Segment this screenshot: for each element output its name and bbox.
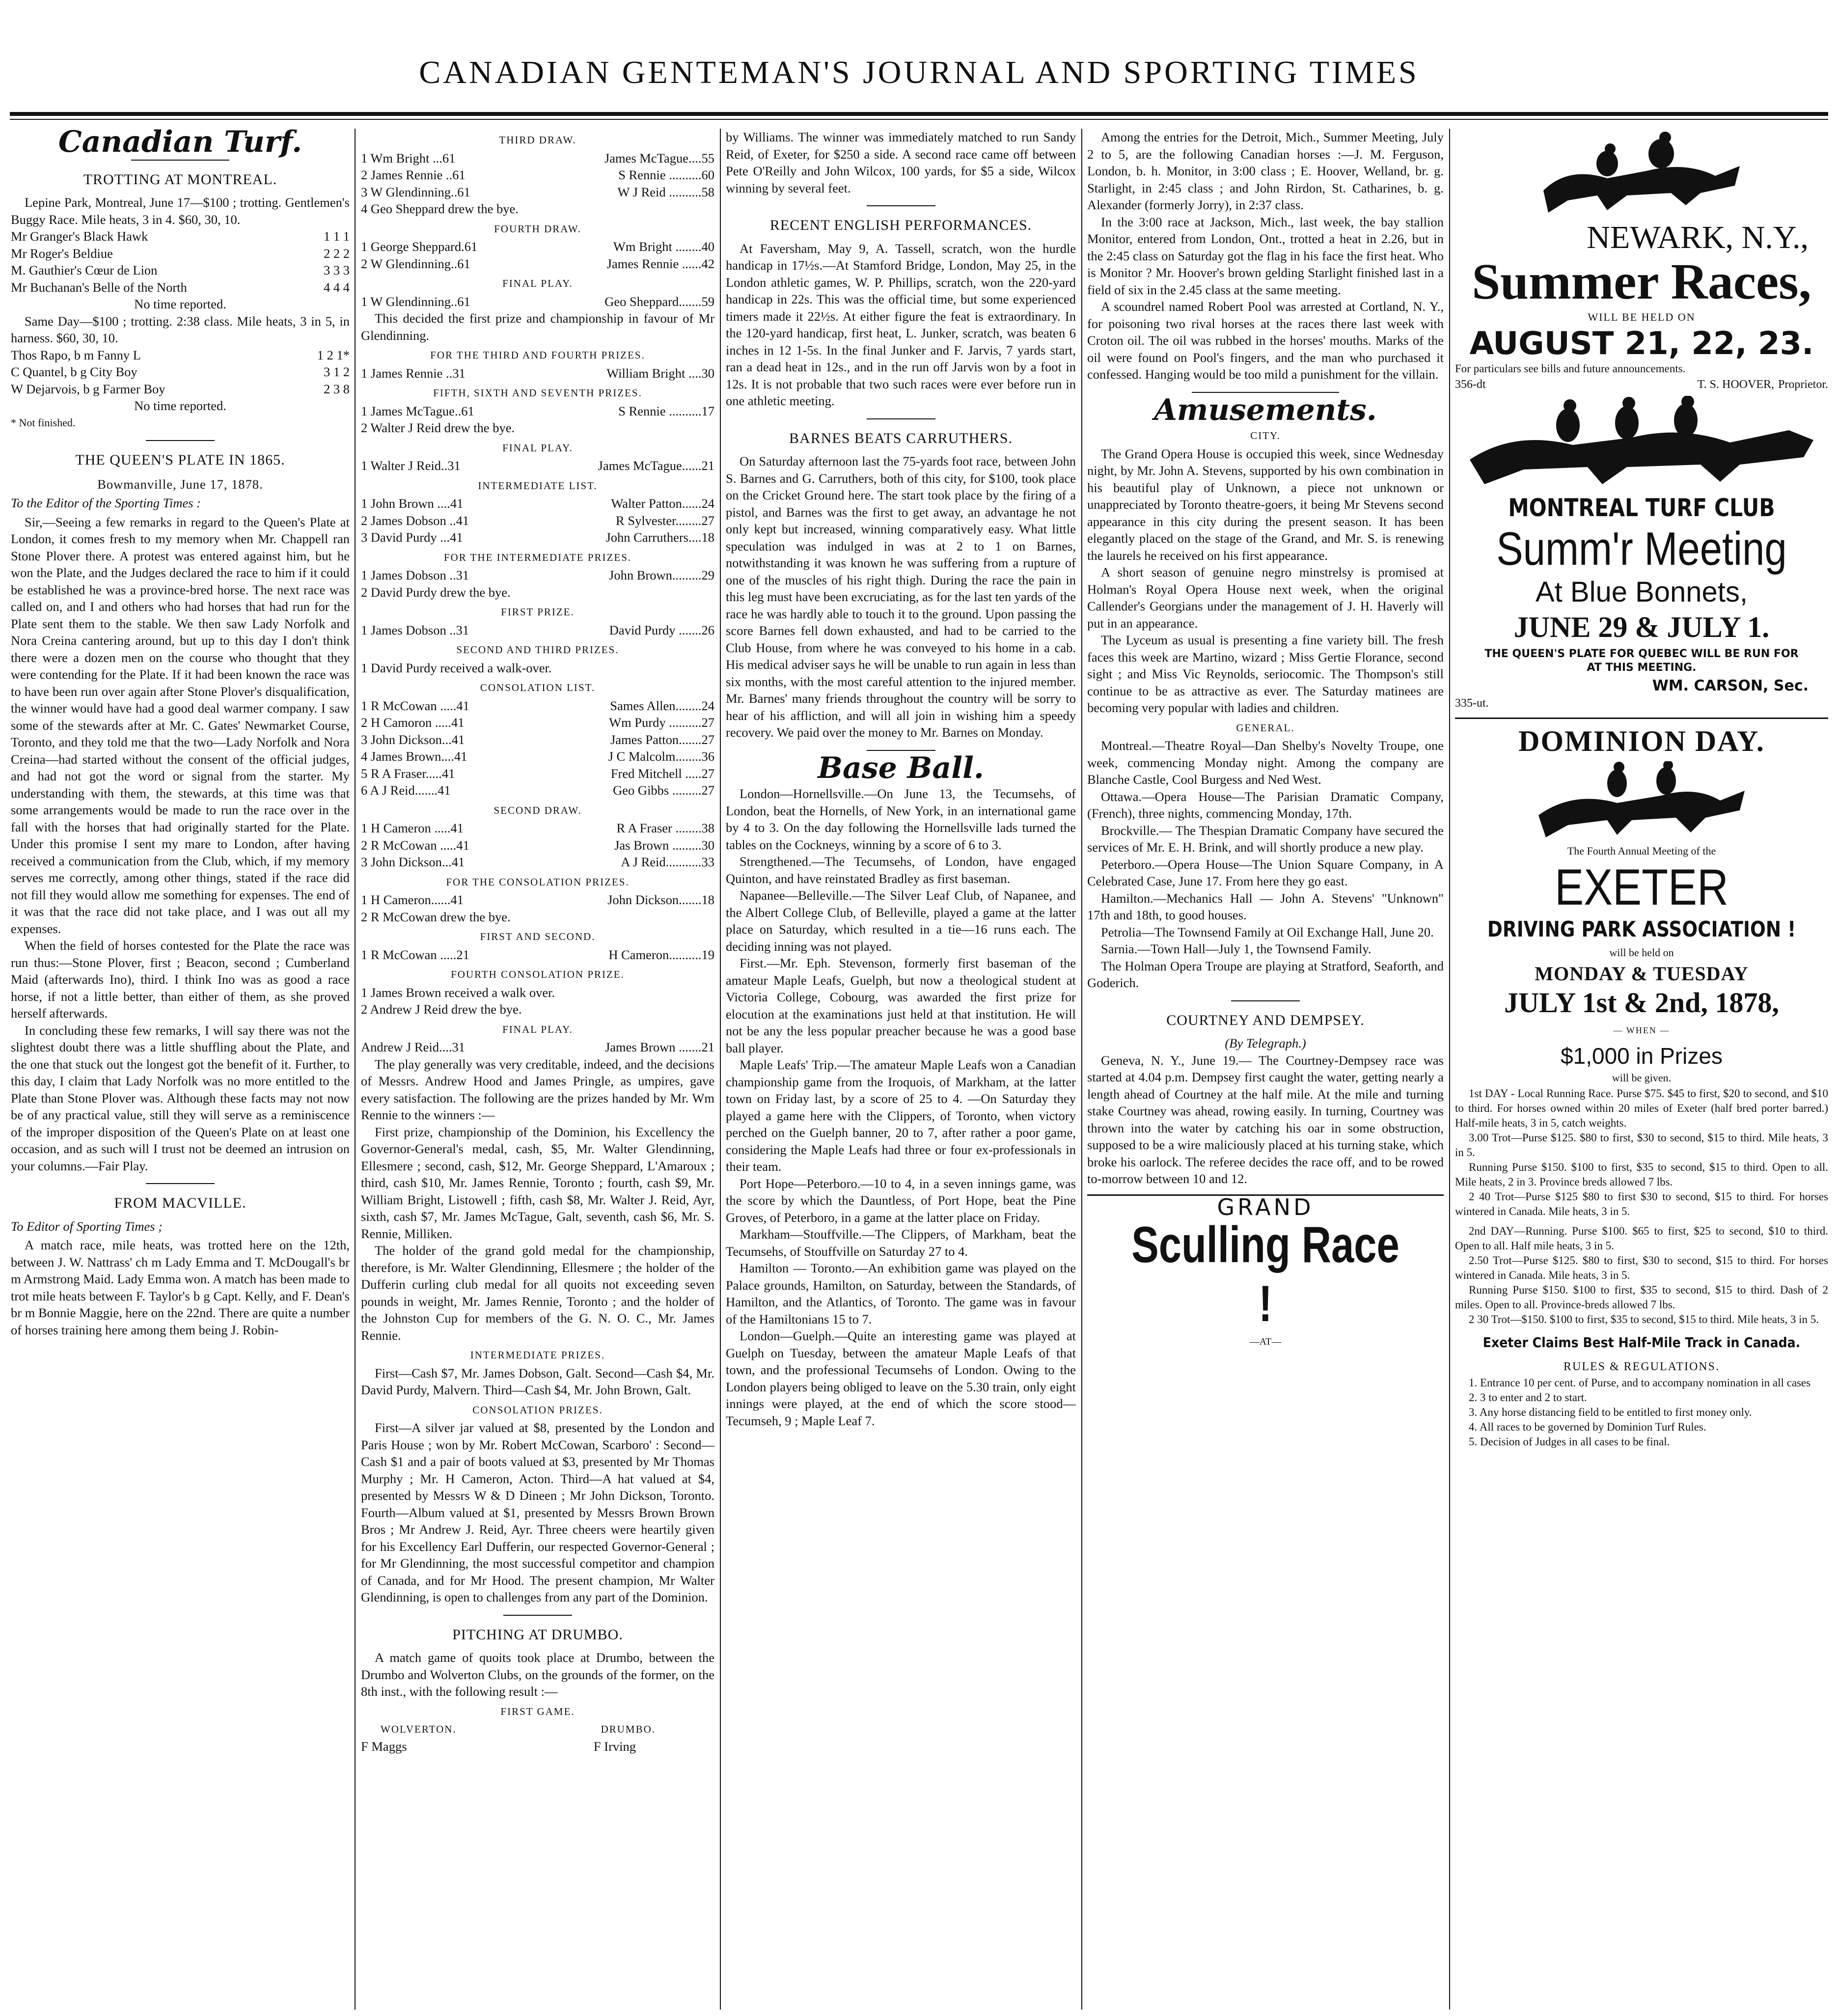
player-b: William Bright ....30 — [606, 365, 714, 381]
draw-note: 2 R McCowan drew the bye. — [361, 909, 511, 924]
horse-name: Mr Roger's Beldiue — [11, 246, 113, 261]
quoits-draws-2 — [361, 347, 714, 1056]
ad-dominion-day: DOMINION DAY. — [1518, 725, 1765, 757]
player-a: 1 John Brown ....41 — [361, 496, 464, 511]
column-4 — [1087, 129, 1444, 2010]
draw-row — [361, 512, 714, 529]
horses-racing-illustration — [1465, 396, 1818, 489]
draw-row — [361, 820, 714, 837]
player-a: 2 H Camoron .....41 — [361, 715, 465, 730]
horse-name: C Quantel, b g City Boy — [11, 364, 137, 379]
ad-exeter-day2-run: Running Purse $150. $100 to first, $35 to second, $15 to third. Dash of 2 miles. Open to all. Province-breds allowed 7 lbs. — [1455, 1284, 1828, 1311]
paragraph: Montreal.—Theatre Royal—Dan Shelby's Novelty Troupe, one week, commencing Monday night. Among the company are Blanche Castle, Cool Burgess and Ned West. — [1087, 738, 1444, 787]
paragraph: London—Hornellsville.—On June 13, the Tecumsehs, of London, beat the Hornells, of New York, in an international game by 4 to 3. On the day following the Hornellsville lads turned the tables on the Cockneys, winning by a score of 6 to 3. — [726, 786, 1076, 852]
paragraph: The holder of the grand gold medal for the championship, therefore, is Mr. Walter Glendinning, Ellesmere ; the holder of the Dufferin curling club medal for all quoits not exceeding seven pounds in weight, Mr. James Rennie, Toronto ; and the holder of the Johnston Cup for members of the G. N. O. C., Mr. James Rennie. — [361, 1243, 714, 1343]
player-b: W J Reid ..........58 — [617, 184, 714, 199]
player-a: 1 W Glendinning..61 — [361, 294, 470, 309]
player-a: 3 John Dickson...41 — [361, 732, 465, 747]
player-a: 1 James Dobson ..31 — [361, 568, 469, 582]
paragraph: Maple Leafs' Trip.—The amateur Maple Leafs won a Canadian championship game from the Iroquois, of Markham, at the latter town on Friday last, by a score of 25 to 4. —On Saturday they played a game here with the Clippers, of Toronto, when victory perched on the Guelph banner, 20 to 7, after rather a poor game, considering the Maple Leafs had three or four ex-professionals in their team. — [726, 1057, 1076, 1174]
paragraph: First—Cash $7, Mr. James Dobson, Galt. Second—Cash $4, Mr. David Purdy, Malvern. Third—Cash $4, Mr. John Brown, Galt. — [361, 1365, 714, 1397]
player-b: John Brown.........29 — [609, 568, 714, 582]
column-3 — [726, 129, 1076, 2010]
draw-row — [361, 293, 714, 310]
draw-heading: CONSOLATION LIST. — [480, 682, 596, 693]
paragraph: Ottawa.—Opera House—The Parisian Dramatic Company, (French), three nights, commencing Monday, 17th. — [1087, 789, 1444, 821]
ad-exeter-held: will be held on — [1609, 946, 1674, 959]
player-b: James McTague....55 — [604, 150, 714, 166]
draw-row — [361, 150, 714, 167]
player-b: H Cameron..........19 — [608, 947, 714, 962]
ad-exeter-given: will be given. — [1612, 1071, 1672, 1084]
column-rule — [1081, 129, 1082, 2010]
paragraph: Geneva, N. Y., June 19.— The Courtney-Dempsey race was started at 4.04 p.m. Dempsey first caught the water, getting nearly a length ahead of Courtney at the half mile. At the mile and turning stake Courtney was ahead, rowing easily. In turning, Courtney was thrown into the water by catching his oar in some obstruction, supposed to be a wire maliciously placed at his turning stake, which broke his oarlock. The referee decides the race off, and to be rowed to-morrow between 10 and 12. — [1087, 1052, 1444, 1186]
draw-row — [361, 1039, 714, 1056]
draw-heading: FIFTH, SIXTH AND SEVENTH PRIZES. — [433, 387, 642, 399]
player-a: 1 H Cameron .....41 — [361, 821, 464, 835]
column-1 — [11, 129, 350, 2010]
ad-exeter-day2-trot2: 2 30 Trot—$150. $100 to first, $35 to second, $15 to third. Mile heats, 3 in 5. — [1469, 1313, 1819, 1326]
subhead: FIRST GAME. — [500, 1705, 575, 1717]
paragraph: In concluding these few remarks, I will say there was not the slightest doubt there was a little shuffling about the Plate, and the one that stuck out the longest got the benefit of it. Further, to this day, I claim that Lady Norfolk was no more entitled to the Plate than Stone Plover was. Although these facts may not now be of any practical value, still they will serve as a reminiscence of the improper disposition of the Queen's Plate on at least one occasion, and as such will I trust not be deemed an intrusion on your columns.—Fair Play. — [11, 1022, 350, 1173]
column-2 — [361, 129, 714, 2010]
paragraph: Peterboro.—Opera House—The Union Square Company, in A Celebrated Case, June 17. From here they go east. — [1087, 856, 1444, 888]
ad-mtc-code: 335-ut. — [1455, 696, 1489, 710]
draw-note: 1 David Purdy received a walk-over. — [361, 660, 552, 675]
player-b: R A Fraser ........38 — [616, 821, 714, 835]
heat-places: 1 1 1 — [324, 229, 350, 244]
paragraph: Lepine Park, Montreal, June 17—$100 ; trotting. Gentlemen's Buggy Race. Mile heats, 3 in 4. $60, 30, 10. — [11, 195, 350, 227]
draw-row — [361, 854, 714, 871]
horse-name: Mr Granger's Black Hawk — [11, 229, 148, 244]
result-row — [11, 245, 350, 262]
divider — [867, 205, 935, 206]
draw-heading: INTERMEDIATE LIST. — [478, 479, 598, 492]
player-b: John Carruthers....18 — [605, 530, 714, 545]
paragraph: The Grand Opera House is occupied this week, since Wednesday night, by Mr. John A. Stevens, supported by his own combination in his beautiful play of Unknown, a piece not unknown or unappreciated by Toronto theatre-goers, it being Mr Stevens second appearance in this city during the present season. It has been elegantly placed on the stage of the Grand, and Mr. S. is renewing the laurels he received on his first appearance. — [1087, 446, 1444, 563]
draw-row — [361, 748, 714, 765]
player-b: James McTague......21 — [598, 458, 714, 473]
player-a: 1 Walter J Reid..31 — [361, 458, 461, 473]
ad-exeter-day2: 2nd DAY—Running. Purse $100. $65 to first, $25 to second, $10 to third. Open to all. Half mile heats, 3 in 5. — [1455, 1225, 1828, 1252]
draw-row — [361, 782, 714, 799]
subhead-general: GENERAL. — [1236, 721, 1295, 734]
draw-row — [361, 697, 714, 715]
ad-exeter-prizes: $1,000 in Prizes — [1561, 1043, 1723, 1069]
draw-heading: FOR THE CONSOLATION PRIZES. — [446, 876, 630, 888]
note: No time reported. — [134, 297, 226, 311]
ad-newark-signature: 356-dt T. S. HOOVER, Proprietor. — [1455, 378, 1828, 391]
draw-heading: FINAL PLAY. — [502, 1023, 573, 1035]
paragraph: Markham—Stouffville.—The Clippers, of Markham, beat the Tecumsehs, of Stouffville on Saturday 27 to 4. — [726, 1227, 1076, 1259]
draw-note: 4 Geo Sheppard drew the bye. — [361, 201, 519, 216]
rule-item: 5. Decision of Judges in all cases to be final. — [1469, 1435, 1670, 1448]
horse-name: M. Gauthier's Cœur de Lion — [11, 263, 158, 277]
draw-heading: FINAL PLAY. — [502, 442, 573, 454]
draw-heading: SECOND DRAW. — [494, 804, 582, 816]
draw-note: 2 David Purdy drew the bye. — [361, 584, 511, 600]
draw-heading: FOR THE THIRD AND FOURTH PRIZES. — [430, 349, 645, 361]
divider — [867, 418, 935, 419]
draw-row — [361, 166, 714, 184]
paragraph: A scoundrel named Robert Pool was arrested at Cortland, N. Y., for poisoning two rival horses at the races there last week with Croton oil. The oil was rubbed in the horses' mouths. Marks of the oil were found on Pool's fingers, and the man who purchased it confessed. Hanging would be too mild a punishment for the villain. — [1087, 299, 1444, 382]
paragraph: by Williams. The winner was immediately matched to run Sandy Reid, of Exeter, for $250 a side. A second race came off between Pete O'Reilly and John Wilcox, 100 yards, for $5 a side, Wilcox winning by several feet. — [726, 130, 1076, 195]
horse-name: Thos Rapo, b m Fanny L — [11, 347, 141, 362]
player-a: 5 R A Fraser.....41 — [361, 766, 455, 781]
draw-row — [361, 238, 714, 255]
column-rule — [1449, 129, 1450, 2010]
note: No time reported. — [134, 398, 226, 413]
player-b: Wm Bright ........40 — [613, 239, 714, 254]
result-row — [11, 262, 350, 279]
rule-item: 2. 3 to enter and 2 to start. — [1469, 1391, 1587, 1404]
divider — [131, 160, 229, 161]
byline: (By Telegraph.) — [1225, 1036, 1306, 1050]
result-row — [11, 363, 350, 381]
ad-exeter-day1: 1st DAY - Local Running Race. Purse $75. $45 to first, $20 to second, and $10 to third. For horses owned within 20 miles of Exeter (half bred porter barred.) Half-mile heats, 3 in 5, catch weights. — [1455, 1087, 1828, 1129]
paragraph: Sarnia.—Town Hall—July 1, the Townsend Family. — [1101, 941, 1372, 956]
player-b: John Dickson.......18 — [607, 892, 714, 907]
paragraph: First prize, championship of the Dominion, his Excellency the Governor-General's medal, cash, $5, Mr. Walter Glendinning, Ellesmere ; second, cash, $12, Mr. George Sheppard, L'Amaroux ; third, cash $10, Mr. James Rennie, Toronto ; fourth, cash $9, Mr. William Bright, Listowell ; fifth, cash $8, Mr. Walter J. Reid, Ayr, sixth, cash $7, Mr. James McTague, Galt, seventh, cash $6, Mr. S. Rennie, Milliken. — [361, 1124, 714, 1241]
draw-note: 1 James Brown received a walk over. — [361, 985, 555, 1000]
race-results-2 — [11, 347, 350, 398]
player-b: Geo Sheppard.......59 — [604, 294, 714, 309]
draw-note: 2 Andrew J Reid drew the bye. — [361, 1002, 522, 1017]
draw-row — [361, 567, 714, 584]
section-title-base-ball: Base Ball. — [818, 750, 984, 785]
result-row — [11, 347, 350, 364]
ad-mtc-plate: THE QUEEN'S PLATE FOR QUEBEC WILL BE RUN FOR AT THIS MEETING. — [1484, 648, 1799, 674]
column-rule — [720, 129, 721, 2010]
player-a: 1 H Cameron......41 — [361, 892, 464, 907]
paragraph: A match race, mile heats, was trotted here on the 12th, between J. W. Nattrass' ch m Lady Emma and T. McDougall's br m Armstrong Maid. Lady Emma won. A match has been made to trot mile heats between F. Taylor's b g Capt. Kelly, and F. Dean's br m Bonnie Maggie, here on the 22nd. There are quite a number of horses training here among them being J. Robin- — [11, 1238, 350, 1337]
draw-row — [361, 184, 714, 201]
draw-heading: FIRST PRIZE. — [501, 606, 575, 618]
rule-item: 4. All races to be governed by Dominion Turf Rules. — [1469, 1420, 1706, 1433]
paragraph: A match game of quoits took place at Drumbo, between the Drumbo and Wolverton Clubs, on the grounds of the former, on the 8th inst., with the following result :— — [361, 1650, 714, 1699]
draw-heading: FINAL PLAY. — [502, 277, 573, 289]
masthead: CANADIAN GENTEMAN'S JOURNAL AND SPORTING TIMES — [419, 55, 1419, 90]
rule-item: 3. Any horse distancing field to be entitled to first money only. — [1469, 1406, 1752, 1418]
ad-newark-title: Summer Races, — [1472, 253, 1811, 310]
draw-row — [361, 837, 714, 854]
ad-grand: GRAND — [1217, 1193, 1314, 1220]
draw-row — [361, 714, 714, 731]
player-b: David Purdy .......26 — [609, 622, 714, 637]
player-b: Fred Mitchell .....27 — [610, 766, 714, 781]
paragraph: Petrolia—The Townsend Family at Oil Exchange Hall, June 20. — [1101, 924, 1434, 939]
draw-row — [361, 891, 714, 909]
player-a: 4 James Brown....41 — [361, 749, 467, 764]
column-ads — [1455, 129, 1828, 2010]
paragraph: The Holman Opera Troupe are playing at Stratford, Seaforth, and Goderich. — [1087, 958, 1444, 990]
heat-places: 3 3 3 — [324, 263, 350, 277]
masthead-rule-thin — [10, 119, 1828, 120]
section-title-turf: Canadian Turf. — [58, 129, 302, 159]
player-b: Geo Gibbs .........27 — [613, 783, 714, 798]
paragraph: Strengthened.—The Tecumsehs, of London, have engaged Quinton, and have reinstated Bradley as first baseman. — [726, 854, 1076, 886]
article-title-macville: FROM MACVILLE. — [114, 1195, 247, 1211]
paragraph: Hamilton — Toronto.—An exhibition game was played on the Palace grounds, Hamilton, on Saturday, between the Standards, of Hamilton, and the Atlantics, of Toronto. The game was in favour of the Hamiltonians 15 to 7. — [726, 1261, 1076, 1326]
player-b: S Rennie ..........17 — [618, 403, 714, 418]
paragraph: A short season of genuine negro minstrelsy is promised at Holman's Royal Opera House next week, when the original Callender's Georgians under the management of J. H. Haverly will put in an appearance. — [1087, 565, 1444, 631]
ad-exeter-assoc: DRIVING PARK ASSOCIATION ! — [1487, 916, 1796, 942]
player-row: F Maggs F Irving — [361, 1739, 636, 1754]
ad-at: —AT— — [1249, 1336, 1282, 1347]
ad-exeter-claim: Exeter Claims Best Half-Mile Track in Canada. — [1482, 1334, 1801, 1351]
player-b: Jas Brown .........30 — [614, 837, 714, 853]
player-a: 1 R McCowan .....41 — [361, 698, 469, 713]
draw-row — [361, 255, 714, 273]
heat-places: 4 4 4 — [324, 279, 350, 295]
salutation: To the Editor of the Sporting Times : — [11, 496, 201, 510]
draw-heading: THIRD DRAW. — [499, 134, 576, 146]
ad-exeter-day1-run: Running Purse $150. $100 to first, $35 to second, $15 to third. Open to all. Mile heats, 2 in 3. Province breds allowed 7 lbs. — [1455, 1161, 1828, 1188]
player-a: Andrew J Reid....31 — [361, 1040, 465, 1054]
result-row — [11, 228, 350, 245]
draw-row — [361, 946, 714, 964]
ad-exeter-day2-trot: 2.50 Trot—Purse $125. $80 to first, $30 to second, $15 to third. For horses wintered in Canada. Mile heats, 3 in 5. — [1455, 1254, 1828, 1281]
player-b: James Patton.......27 — [610, 732, 714, 747]
player-a: 2 James Dobson ..41 — [361, 513, 469, 528]
paragraph: First—A silver jar valued at $8, presented by the London and Paris House ; won by Mr. Robert McCowan, Scarboro' : Second—Cash $1 and a pair of boots valued at $3, presented by Mr Thomas Murphy ; Mr. H Cameron, Acton. Third—A hat valued at $4, presented by Messrs W & D Dineen ; Mr John Dickson, Toronto. Fourth—Album valued at $1, presented by Messrs Brown Brown Bros ; Mr Andrew J. Reid, Ayr. Three cheers were heartily given for his Excellency Earl Dufferin, our respected Governor-General ; for Mr Glendinning, the most successful competitor and champion of Canada, and for Mr Hood. The present champion, Mr Walter Glendinning, is open to challenges from any part of the Dominion. — [361, 1420, 714, 1604]
draw-heading: FOURTH CONSOLATION PRIZE. — [451, 968, 625, 980]
ad-mtc-club: MONTREAL TURF CLUB — [1508, 494, 1775, 522]
result-row — [11, 279, 350, 296]
racing-horse-illustration — [1538, 132, 1745, 218]
ad-exeter-town: EXETER — [1555, 858, 1728, 916]
draw-heading: SECOND AND THIRD PRIZES. — [456, 644, 619, 656]
player-a: 3 W Glendinning..61 — [361, 184, 470, 199]
divider — [146, 440, 215, 441]
article-title-trotting: TROTTING AT MONTREAL. — [83, 171, 277, 188]
paragraph: First.—Mr. Eph. Stevenson, formerly first baseman of the amateur Maple Leafs, Guelph, but now a theological student at Victoria College, Cobourg, was awarded the first prize for elocution at the examinations just held at that institution. He will not be any the less popular preacher because he was a good base ball player. — [726, 956, 1076, 1055]
paragraph: Hamilton.—Mechanics Hall — John A. Stevens' "Unknown" 17th and 18th, to good houses. — [1087, 890, 1444, 922]
paragraph: Same Day—$100 ; trotting. 2:38 class. Mile heats, 3 in 5, in harness. $60, 30, 10. — [11, 313, 350, 345]
draw-row — [361, 495, 714, 512]
result-row — [11, 381, 350, 398]
player-a: 3 David Purdy ...41 — [361, 530, 463, 545]
heat-places: 1 2 1* — [317, 347, 350, 362]
player-a: 2 James Rennie ..61 — [361, 167, 466, 182]
draw-row — [361, 457, 714, 474]
heat-places: 2 2 2 — [324, 246, 350, 261]
ad-exeter — [1455, 718, 1828, 1449]
paragraph: This decided the first prize and championship in favour of Mr Glendinning. — [361, 311, 714, 343]
player-b: Wm Purdy ..........27 — [609, 715, 714, 730]
player-a: 3 John Dickson...41 — [361, 855, 465, 869]
player-a: 2 R McCowan .....41 — [361, 837, 469, 853]
divider — [1231, 1000, 1300, 1001]
masthead-rule — [10, 112, 1828, 116]
article-title-drumbo: PITCHING AT DRUMBO. — [452, 1626, 623, 1643]
ad-exeter-dates: JULY 1st & 2nd, 1878, — [1504, 987, 1779, 1019]
dateline: Bowmanville, June 17, 1878. — [97, 476, 263, 492]
player-b: James Rennie ......42 — [606, 256, 714, 271]
ad-mtc-signature: WM. CARSON, Sec. — [1652, 677, 1809, 694]
paragraph: The play generally was very creditable, indeed, and the decisions of Messrs. Andrew Hood and James Pringle, as umpires, gave every satisfaction. The following are the prizes handed by Mr. Wm Rennie to the winners :— — [361, 1056, 714, 1122]
article-title-courtney: COURTNEY AND DEMPSEY. — [1166, 1012, 1365, 1028]
player-a: 6 A J Reid.......41 — [361, 783, 451, 798]
section-title-amusements: Amusements. — [1154, 392, 1377, 427]
player-a: 1 James Rennie ..31 — [361, 365, 466, 381]
draw-row — [361, 403, 714, 420]
player-a: 1 R McCowan .....21 — [361, 947, 469, 962]
divider — [503, 1615, 572, 1616]
ad-newark-particulars: For particulars see bills and future announcements. — [1455, 362, 1686, 375]
ad-exeter-rules: RULES & REGULATIONS. — [1563, 1360, 1720, 1373]
horse-name: Mr Buchanan's Belle of the North — [11, 279, 187, 295]
player-b: R Sylvester........27 — [616, 513, 714, 528]
salutation: To Editor of Sporting Times ; — [11, 1218, 163, 1234]
paragraph: In the 3:00 race at Jackson, Mich., last week, the bay stallion Monitor, entered from London, Ont., trotted a heat in 2.26, but in the 2:45 class on Saturday got the flag in his face the first heat. Who is Monitor ? Mr. Hoover's brown gelding Starlight finished last in a field of six in the 2.45 class at the same meeting. — [1087, 214, 1444, 297]
subhead-city: CITY. — [1250, 430, 1281, 442]
paragraph: Among the entries for the Detroit, Mich., Summer Meeting, July 2 to 5, are the following Canadian horses :—J. M. Ferguson, London, b. h. Monitor, in 3:00 class ; E. Hoover, Welland, br. g. Starlight, in 2:45 class ; and John Rirdon, St. Catharines, b. g. Alexander (formerly Jorry), in 2:37 class. — [1087, 130, 1444, 212]
divider — [146, 1183, 215, 1184]
ad-newark-held: WILL BE HELD ON — [1588, 311, 1696, 323]
team-names: WOLVERTON. DRUMBO. — [381, 1723, 656, 1735]
paragraph: Sir,—Seeing a few remarks in regard to the Queen's Plate at London, it comes fresh to my memory when Mr. Chappell ran Stone Plover there. A protest was entered against him, but he won the Plate, and the Judges declared the race to him if it could be established he was a province-bred horse. The next race was called on, and I and others who had horses that had run for the Plate sent them to the stable. We then saw Lady Norfolk and Nora Creina cantering around, but up to this day I don't think there were a dozen men on the course who thought that they were contending for the Plate. If it had been known the race was to have been run over again after Stone Plover's disqualification, the winner would have had a good deal warmer company. I saw some of the stewards after at Mr. C. Gates' Newmarket Course, Toronto, and they told me that the two—Lady Norfolk and Nora Creina—had started without the consent of the official judges, and had not got the word or signal from the starter. My understanding with them, the stewards, at this time was that some arrangements would be made to run the race over in the fall with the horses that had originally started for the Plate. Under this promise I sent my mare to London, after having received a communication from the Club, which, if my memory serves me correctly, among other things, stated if the race did not fill they would allow me something for expenses. The end of it was that the race did not take place, and I was out all my expenses. — [11, 514, 350, 936]
paragraph: Port Hope—Peterboro.—10 to 4, in a seven innings game, was the score by which the Dauntless, of Port Hope, beat the Pine Groves, of Peterboro, in a game at the latter place on Friday. — [726, 1176, 1076, 1225]
player-b: A J Reid...........33 — [621, 855, 714, 869]
draw-row — [361, 622, 714, 639]
article-title-queens-plate: THE QUEEN'S PLATE IN 1865. — [75, 452, 285, 468]
footnote: * Not finished. — [11, 416, 76, 429]
ad-mtc-at: At Blue Bonnets, — [1535, 576, 1748, 608]
subhead: INTERMEDIATE PRIZES. — [470, 1349, 605, 1361]
ad-exeter-day1-trot2: 2 40 Trot—Purse $125 $80 to first $30 to second, $15 to third. For horses wintered in Canada. Mile heats, 3 in 5. — [1455, 1190, 1828, 1217]
article-title-english: RECENT ENGLISH PERFORMANCES. — [769, 217, 1032, 233]
race-results-1 — [11, 228, 350, 296]
horse-name: W Dejarvois, b g Farmer Boy — [11, 381, 165, 396]
player-b: S Rennie ..........60 — [618, 167, 714, 182]
player-b: James Brown .......21 — [604, 1040, 714, 1054]
paragraph: On Saturday afternoon last the 75-yards foot race, between John S. Barnes and G. Carruthers, both of this city, for $100, took place on the Cricket Ground here. The start took place by the firing of a pistol, and Barnes was the first to get away, an advantage he not only kept but increased, winning comparatively easy. What little speculation was indulged in was at 2 to 1 on Barnes, notwithstanding it was known he was suffering from a rupture of one of the muscles of his right thigh. During the race the pain in this leg must have been excruciating, as for the last ten yards of the race he was hardly able to touch it to the ground. Upon passing the score Barnes fell down exhausted, and had to be carried to the Club House, from where he was conveyed to his home in a cab. His medical adviser says he will be unable to run again in less than six months, with the most careful attention to the injured member. Mr. Barnes' many friends throughout the country will be sorry to hear of his affliction, and will all join in wishing him a speedy recovery. We paid over the money to Mr. Barnes on Monday. — [726, 454, 1076, 740]
player-b: J C Malcolm........36 — [608, 749, 714, 764]
rule-item: 1. Entrance 10 per cent. of Purse, and to accompany nomination in all cases — [1469, 1376, 1811, 1389]
player-a: 1 George Sheppard.61 — [361, 239, 478, 254]
paragraph: The Lyceum as usual is presenting a fine variety bill. The fresh faces this week are Martino, wizard ; Miss Gertie Florance, second sight ; and Miss Vic Reynolds, seriocomic. The Thompson's still continue to be as attractive as ever. The Saturday matinees are becoming very popular with ladies and children. — [1087, 633, 1444, 715]
player-a: 1 Wm Bright ...61 — [361, 150, 456, 166]
ad-exeter-when: — WHEN — — [1613, 1025, 1670, 1035]
quoits-draws — [361, 132, 714, 310]
column-rule — [355, 129, 356, 2010]
draw-row — [361, 765, 714, 782]
ad-newark-city: NEWARK, N.Y., — [1587, 220, 1809, 255]
draw-row — [361, 529, 714, 546]
subhead: CONSOLATION PRIZES. — [472, 1404, 603, 1416]
draw-heading: FOR THE INTERMEDIATE PRIZES. — [443, 551, 632, 563]
ad-mtc-title: Summ'r Meeting — [1496, 523, 1787, 575]
paragraph: Brockville.— The Thespian Dramatic Company have secured the services of Mr. E. H. Brink, and will shortly produce a new play. — [1087, 823, 1444, 855]
article-title-barnes: BARNES BEATS CARRUTHERS. — [789, 430, 1013, 446]
paragraph: When the field of horses contested for the Plate the race was run thus:—Stone Plover, first ; Beacon, second ; Cumberland Maid (afterwards Ino), third. I think Ino was as good a race horse, if not a little better, than either of them, as she proved herself afterwards. — [11, 938, 350, 1021]
horses-racing-illustration — [1534, 761, 1750, 840]
ad-newark-dates: AUGUST 21, 22, 23. — [1469, 325, 1814, 362]
draw-heading: FOURTH DRAW. — [494, 222, 581, 235]
draw-heading: FIRST AND SECOND. — [480, 931, 596, 942]
player-a: 1 James McTague..61 — [361, 403, 474, 418]
player-b: Walter Patton......24 — [611, 496, 714, 511]
draw-row — [361, 365, 714, 382]
paragraph: At Faversham, May 9, A. Tassell, scratch, won the hurdle handicap in 17½s.—At Stamford Bridge, London, May 25, in the London athletic games, W. P. Phillips, scratch, won the 220-yard handicap in 22s. This was the official time, but some experienced timers made it 22½s. At either figure the feat is extraordinary. In the 120-yard handicap, first heat, L. Junker, scratch, was beaten 6 inches in 12 1-5s. In the final Junker and F. Jarvis, 7 yards start, ran a dead heat in 12s., and in the run off Jarvis won by a foot in 12s. It is not probable that two such races were ever before run in one athletic meeting. — [726, 241, 1076, 408]
heat-places: 3 1 2 — [324, 364, 350, 379]
paragraph: London—Guelph.—Quite an interesting game was played at Guelph on Tuesday, between the amateur Maple Leafs of that town, and the professional Tecumsehs of London. Owing to the London players being obliged to leave on the 5.30 train, only eight innings were played, at the end of which the score stood—Tecumseh, 9 ; Maple Leaf 7. — [726, 1328, 1076, 1428]
ad-exeter-day1-trot: 3.00 Trot—Purse $125. $80 to first, $30 to second, $15 to third. Mile heats, 3 in 5. — [1455, 1132, 1828, 1159]
ad-exeter-meeting: The Fourth Annual Meeting of the — [1567, 845, 1716, 857]
draw-note: 2 Walter J Reid drew the bye. — [361, 420, 515, 435]
draw-row — [361, 731, 714, 748]
ad-exeter-days: MONDAY & TUESDAY — [1535, 963, 1749, 985]
ad-mtc-dates: JUNE 29 & JULY 1. — [1513, 611, 1770, 643]
player-b: Sames Allen........24 — [610, 698, 714, 713]
player-a: 1 James Dobson ..31 — [361, 622, 469, 637]
ad-sculling: Sculling Race ! — [1131, 1216, 1399, 1332]
heat-places: 2 3 8 — [324, 381, 350, 396]
player-a: 2 W Glendinning..61 — [361, 256, 470, 271]
paragraph: Napanee—Belleville.—The Silver Leaf Club, of Napanee, and the Albert College Club, of Belleville, played a game at the latter place on Saturday, which resulted in a tie—16 runs each. The deciding inning was not played. — [726, 888, 1076, 954]
